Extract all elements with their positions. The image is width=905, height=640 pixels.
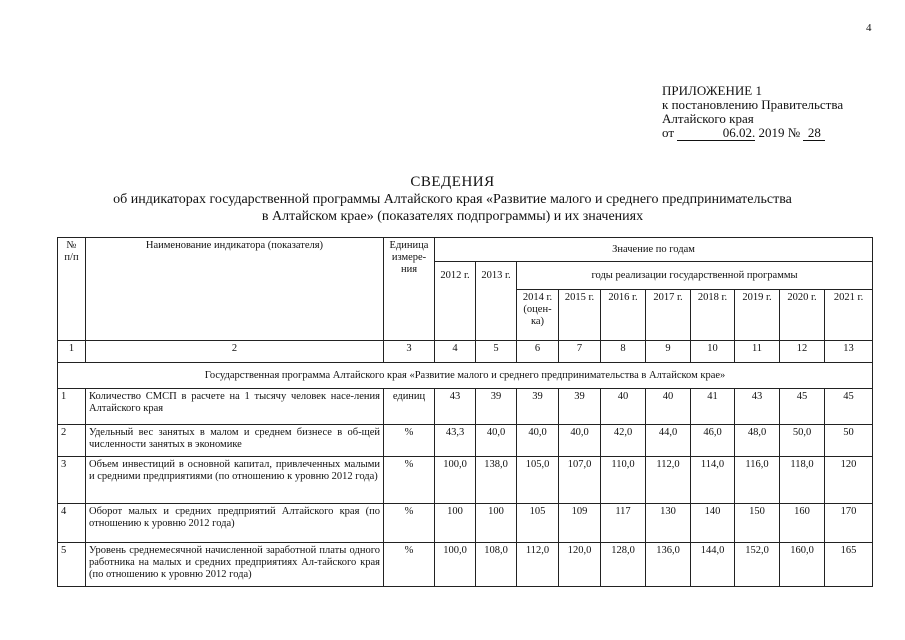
indicator-value: 128,0 — [601, 543, 646, 587]
header-unit: Единица измере-ния — [384, 238, 435, 341]
table-row — [58, 457, 873, 504]
indicator-value: 112,0 — [517, 543, 559, 587]
col-number: 9 — [646, 341, 691, 363]
indicator-value: 41 — [691, 389, 735, 425]
header-year: 2015 г. — [559, 290, 601, 341]
indicators-table — [57, 237, 873, 587]
indicator-value: 138,0 — [476, 457, 517, 504]
title-main: СВЕДЕНИЯ — [410, 174, 495, 190]
indicator-unit: % — [384, 457, 435, 504]
appendix-title: ПРИЛОЖЕНИЕ 1 — [662, 83, 762, 98]
indicator-name: Количество СМСП в расчете на 1 тысячу человек насе-ления Алтайского края — [86, 389, 384, 425]
row-number: 2 — [58, 425, 86, 457]
indicator-value: 117 — [601, 504, 646, 543]
indicator-value: 45 — [825, 389, 873, 425]
appendix-line: к постановлению Правительства — [662, 97, 844, 112]
decree-year-no: 2019 № — [758, 125, 801, 140]
indicator-value: 165 — [825, 543, 873, 587]
col-number: 7 — [559, 341, 601, 363]
decree-date: 06.02. — [677, 126, 755, 141]
col-number: 3 — [384, 341, 435, 363]
col-number: 8 — [601, 341, 646, 363]
indicator-value: 144,0 — [691, 543, 735, 587]
indicator-value: 45 — [780, 389, 825, 425]
indicator-value: 40 — [601, 389, 646, 425]
indicator-value: 136,0 — [646, 543, 691, 587]
header-year: 2016 г. — [601, 290, 646, 341]
indicator-value: 43 — [435, 389, 476, 425]
indicator-value: 120,0 — [559, 543, 601, 587]
section-title: Государственная программа Алтайского края «Развитие малого и среднего предпринимательства в Алтайском крае» — [58, 363, 873, 389]
indicator-value: 43,3 — [435, 425, 476, 457]
appendix-block — [662, 84, 843, 141]
header-year: 2020 г. — [780, 290, 825, 341]
indicator-unit: единиц — [384, 389, 435, 425]
title-line: об индикаторах государственной программы Алтайского края «Развитие малого и среднего предпринимательства — [113, 192, 792, 207]
indicator-value: 152,0 — [735, 543, 780, 587]
header-year: 2018 г. — [691, 290, 735, 341]
col-number: 4 — [435, 341, 476, 363]
indicator-value: 108,0 — [476, 543, 517, 587]
indicator-value: 100,0 — [435, 457, 476, 504]
header-year: 2014 г. (оцен-ка) — [517, 290, 559, 341]
indicator-value: 107,0 — [559, 457, 601, 504]
indicator-value: 150 — [735, 504, 780, 543]
indicator-value: 40,0 — [559, 425, 601, 457]
indicator-value: 114,0 — [691, 457, 735, 504]
decree-number: 28 — [803, 126, 825, 141]
indicator-value: 110,0 — [601, 457, 646, 504]
table-row — [58, 425, 873, 457]
col-number: 2 — [86, 341, 384, 363]
page-number: 4 — [866, 22, 872, 34]
header-year: 2012 г. — [435, 262, 476, 341]
indicator-value: 40,0 — [517, 425, 559, 457]
document-title — [0, 174, 905, 225]
table-row — [58, 543, 873, 587]
appendix-line: Алтайского края — [662, 111, 754, 126]
indicator-name: Оборот малых и средних предприятий Алтайского края (по отношению к уровню 2012 года) — [86, 504, 384, 543]
indicator-value: 116,0 — [735, 457, 780, 504]
indicator-value: 120 — [825, 457, 873, 504]
appendix-date-line — [662, 126, 843, 141]
indicator-value: 112,0 — [646, 457, 691, 504]
indicator-value: 42,0 — [601, 425, 646, 457]
row-number: 5 — [58, 543, 86, 587]
indicator-value: 40 — [646, 389, 691, 425]
col-number: 11 — [735, 341, 780, 363]
indicator-value: 43 — [735, 389, 780, 425]
indicator-name: Уровень среднемесячной начисленной заработной платы одного работника на малых и средних предприятиях Ал-тайского края (по отношению к уровню 2012 года) — [86, 543, 384, 587]
table-row — [58, 504, 873, 543]
row-number: 1 — [58, 389, 86, 425]
row-number: 4 — [58, 504, 86, 543]
date-prefix: от — [662, 125, 675, 140]
indicator-name: Объем инвестиций в основной капитал, привлеченных малыми и средними предприятиями (по отношению к уровню 2012 года) — [86, 457, 384, 504]
indicator-value: 160,0 — [780, 543, 825, 587]
indicator-unit: % — [384, 543, 435, 587]
col-number: 5 — [476, 341, 517, 363]
header-values-by-year: Значение по годам — [435, 238, 873, 262]
header-year: 2019 г. — [735, 290, 780, 341]
indicator-value: 105,0 — [517, 457, 559, 504]
col-number: 6 — [517, 341, 559, 363]
indicator-value: 50 — [825, 425, 873, 457]
header-year: 2013 г. — [476, 262, 517, 341]
indicator-unit: % — [384, 504, 435, 543]
indicator-value: 40,0 — [476, 425, 517, 457]
title-line: в Алтайском крае» (показателях подпрограммы) и их значениях — [261, 209, 644, 224]
indicator-value: 39 — [517, 389, 559, 425]
indicator-value: 160 — [780, 504, 825, 543]
header-num: № п/п — [58, 238, 86, 341]
indicator-value: 118,0 — [780, 457, 825, 504]
indicator-value: 46,0 — [691, 425, 735, 457]
col-number: 1 — [58, 341, 86, 363]
indicator-value: 50,0 — [780, 425, 825, 457]
header-name: Наименование индикатора (показателя) — [86, 238, 384, 341]
indicator-value: 100 — [476, 504, 517, 543]
indicator-value: 130 — [646, 504, 691, 543]
header-year: 2021 г. — [825, 290, 873, 341]
indicator-value: 39 — [559, 389, 601, 425]
indicator-value: 44,0 — [646, 425, 691, 457]
indicator-value: 39 — [476, 389, 517, 425]
col-number: 10 — [691, 341, 735, 363]
header-impl-years: годы реализации государственной программы — [517, 262, 873, 290]
col-number: 13 — [825, 341, 873, 363]
row-number: 3 — [58, 457, 86, 504]
indicator-value: 100,0 — [435, 543, 476, 587]
indicator-value: 109 — [559, 504, 601, 543]
header-year: 2017 г. — [646, 290, 691, 341]
col-number: 12 — [780, 341, 825, 363]
indicator-name: Удельный вес занятых в малом и среднем бизнесе в об-щей численности занятых в экономике — [86, 425, 384, 457]
indicator-unit: % — [384, 425, 435, 457]
indicator-value: 100 — [435, 504, 476, 543]
indicator-value: 170 — [825, 504, 873, 543]
indicator-value: 48,0 — [735, 425, 780, 457]
indicator-value: 105 — [517, 504, 559, 543]
indicator-value: 140 — [691, 504, 735, 543]
table-row — [58, 389, 873, 425]
